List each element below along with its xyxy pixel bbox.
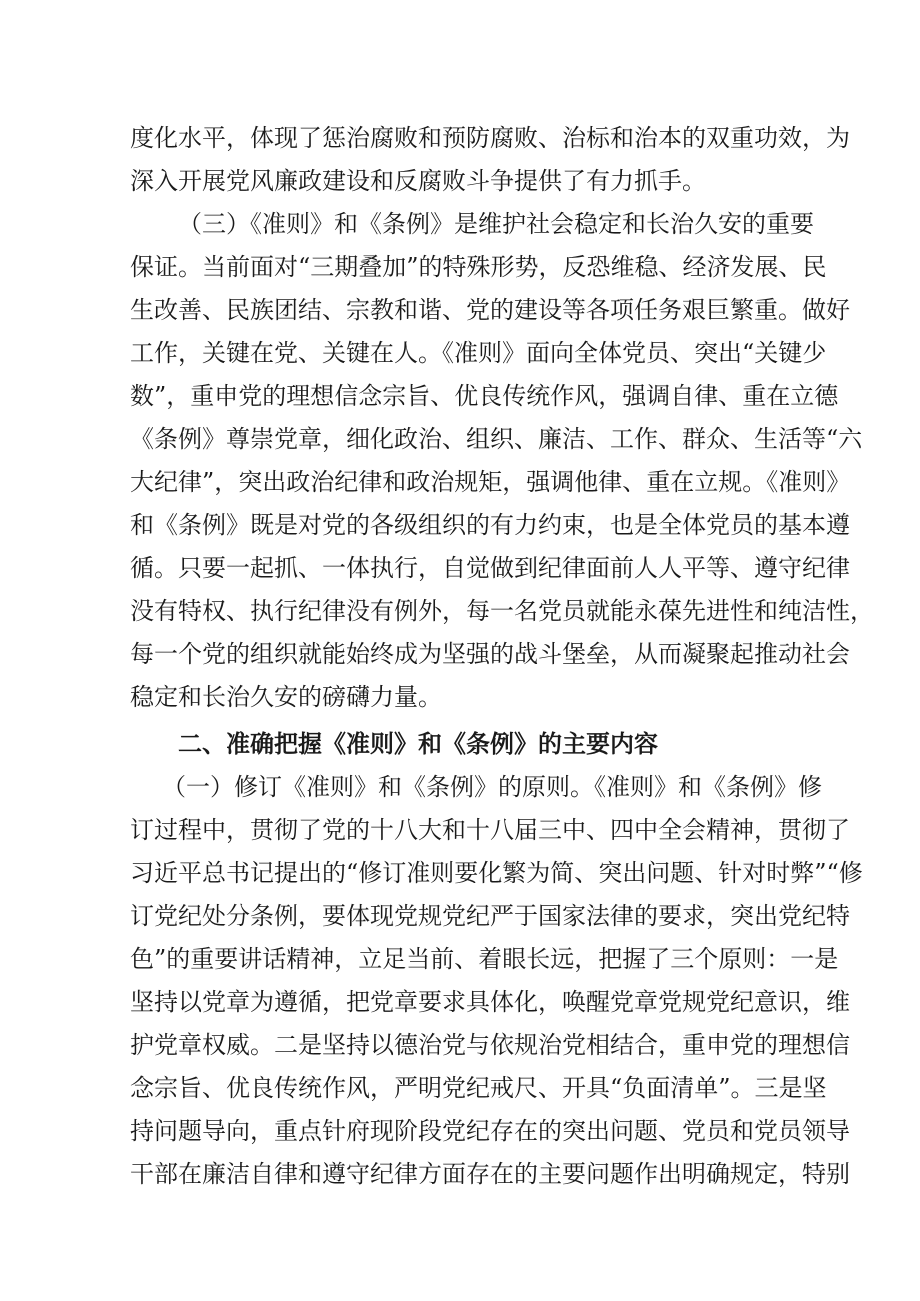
text-line: 和《条例》既是对党的各级组织的有力约束，也是全体党员的基本遵 xyxy=(130,511,850,539)
text-line: 色”的重要讲话精神，立足当前、着眼长远，把握了三个原则：一是 xyxy=(130,945,839,973)
text-line: 深入开展党风廉政建设和反腐败斗争提供了有力抓手。 xyxy=(130,167,706,195)
text-line: 持问题导向，重点针府现阶段党纪存在的突出问题、党员和党员领导 xyxy=(130,1117,850,1145)
text-line: 护党章权威。二是坚持以德治党与依规治党相结合，重申党的理想信 xyxy=(130,1031,850,1059)
text-line: 《条例》尊崇党章，细化政治、组织、廉洁、工作、群众、生活等“六 xyxy=(130,425,863,453)
text-line: 习近平总书记提出的“修订准则要化繁为简、突出问题、针对时弊”“修 xyxy=(130,859,863,887)
text-line: 循。只要一起抓、一体执行，自觉做到纪律面前人人平等、遵守纪律 xyxy=(130,554,850,582)
text-line: 大纪律”，突出政治纪律和政治规矩，强调他律、重在立规。《准则》 xyxy=(130,468,851,496)
text-line: 干部在廉洁自律和遵守纪律方面存在的主要问题作出明确规定，特别 xyxy=(130,1160,850,1188)
text-line: 工作，关键在党、关键在人。《准则》面向全体党员、突出“关键少 xyxy=(130,339,827,367)
text-line: 保证。当前面对“三期叠加”的特殊形势，反恐维稳、经济发展、民 xyxy=(130,253,827,281)
text-line: 念宗旨、优良传统作风，严明党纪戒尺、开具“负面清单”。三是坚 xyxy=(130,1074,827,1102)
text-line: 坚持以党章为遵循，把党章要求具体化，唤醒党章党规党纪意识，维 xyxy=(130,988,850,1016)
text-line: 生改善、民族团结、宗教和谐、党的建设等各项任务艰巨繁重。做好 xyxy=(130,296,850,324)
text-line: 度化水平，体现了惩治腐败和预防腐败、治标和治本的双重功效，为 xyxy=(130,124,850,152)
text-line: 订过程中，贯彻了党的十八大和十八届三中、四中全会精神，贯彻了 xyxy=(130,816,850,844)
section-heading: 二、准确把握《准则》和《条例》的主要内容 xyxy=(178,730,658,758)
text-line: 数”，重申党的理想信念宗旨、优良传统作风，强调自律、重在立德 xyxy=(130,382,839,410)
text-line: 没有特权、执行纪律没有例外，每一名党员就能永葆先进性和纯洁性， xyxy=(130,597,874,625)
text-line: 稳定和长治久安的磅礴力量。 xyxy=(130,683,442,711)
text-line: （三）《准则》和《条例》是维护社会稳定和长治久安的重要 xyxy=(178,210,814,238)
text-line: （一）修订《准则》和《条例》的原则。《准则》和《条例》修 xyxy=(162,773,822,801)
text-line: 每一个党的组织就能始终成为坚强的战斗堡垒，从而凝聚起推动社会 xyxy=(130,640,850,668)
text-line: 订党纪处分条例，要体现党规党纪严于国家法律的要求，突出党纪特 xyxy=(130,902,850,930)
